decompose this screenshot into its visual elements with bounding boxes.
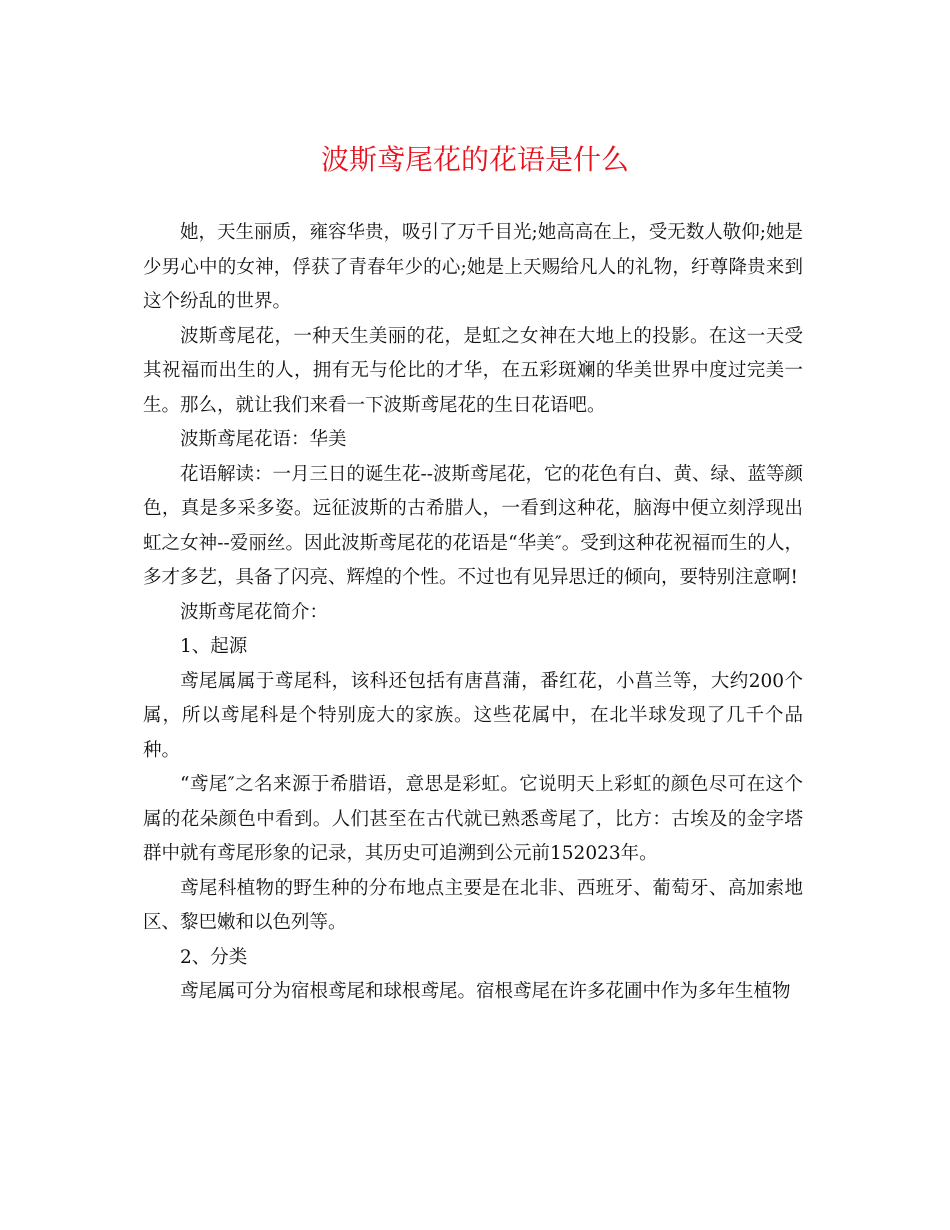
document-body <box>143 216 803 1010</box>
paragraph-origin-name: “鸢尾″之名来源于希腊语，意思是彩虹。它说明天上彩虹的颜色尽可在这个属的花朵颜色中看到。人们甚至在古代就已熟悉鸢尾了，比方：古埃及的金字塔群中就有鸢尾形象的记录，其历史可追溯到公元前152023年。 <box>143 774 803 864</box>
paragraph-intro-heading: 波斯鸢尾花简介： <box>180 601 329 623</box>
section-heading-classification: 2、分类 <box>180 946 248 968</box>
paragraph-flower-language: 波斯鸢尾花语：华美 <box>180 429 347 450</box>
paragraph-origin-family: 鸢尾属属于鸢尾科，该科还包括有唐菖蒲，番红花，小菖兰等，大约200个属，所以鸢尾科是个特别庞大的家族。这些花属中，在北半球发现了几千个品种。 <box>143 670 803 761</box>
paragraph-classification: 鸢尾属可分为宿根鸢尾和球根鸢尾。宿根鸢尾在许多花圃中作为多年生植物 <box>180 981 791 1002</box>
paragraph-description: 波斯鸢尾花，一种天生美丽的花，是虹之女神在大地上的投影。在这一天受其祝福而出生的人，拥有无与伦比的才华，在五彩斑斓的华美世界中度过完美一生。那么，就让我们来看一下波斯鸢尾花的生日花语吧。 <box>143 325 803 416</box>
paragraph-interpretation: 花语解读：一月三日的诞生花--波斯鸢尾花，它的花色有白、黄、绿、蓝等颜色，真是多采多姿。远征波斯的古希腊人，一看到这种花，脑海中便立刻浮现出虹之女神--爱丽丝。因此波斯鸢尾花的花语是“华美″。受到这种花祝福而生的人，多才多艺，具备了闪亮、辉煌的个性。不过也有见异思迁的倾向，要特别注意啊! <box>143 463 804 588</box>
paragraph-origin-distribution: 鸢尾科植物的野生种的分布地点主要是在北非、西班牙、葡萄牙、高加索地区、黎巴嫩和以色列等。 <box>143 877 803 933</box>
page-title: 波斯鸢尾花的花语是什么 <box>320 143 629 176</box>
section-heading-origin: 1、起源 <box>180 636 248 657</box>
paragraph-intro: 她，天生丽质，雍容华贵，吸引了万千目光;她高高在上，受无数人敬仰;她是少男心中的女神，俘获了青春年少的心;她是上天赐给凡人的礼物，纡尊降贵来到这个纷乱的世界。 <box>143 222 803 312</box>
